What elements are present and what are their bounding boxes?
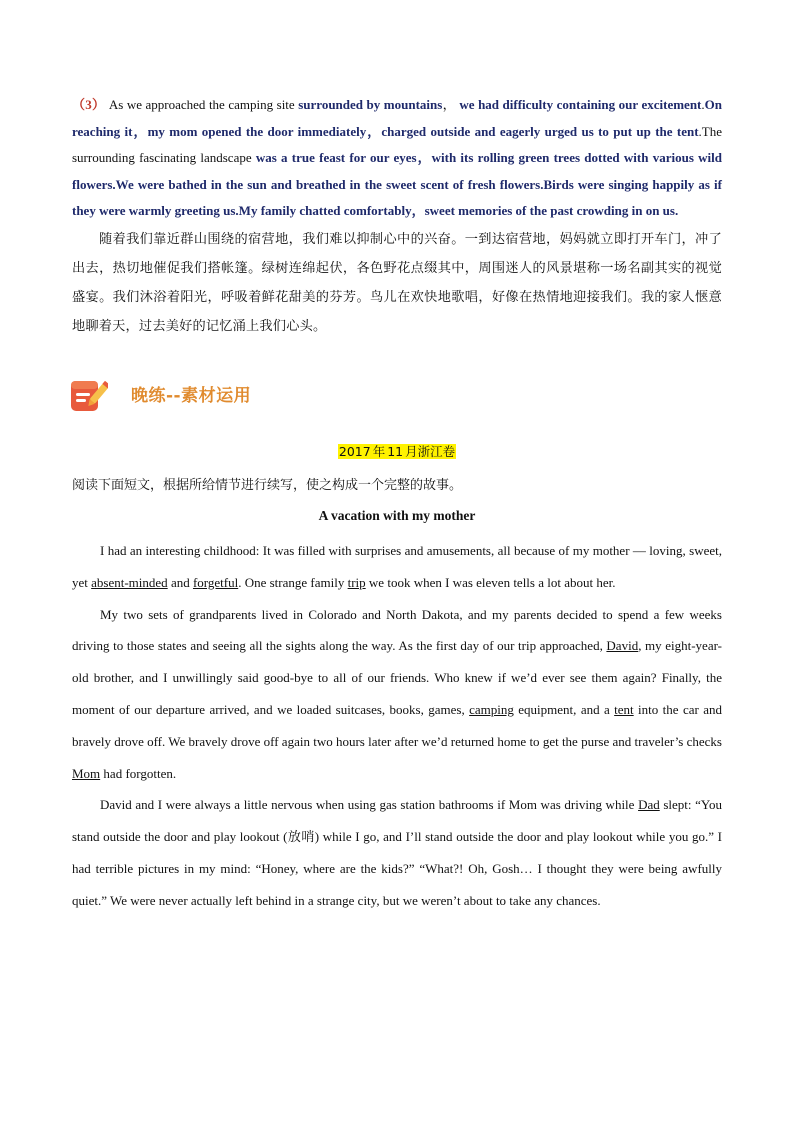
paragraph-number: （3）: [72, 97, 106, 112]
story-body: [72, 535, 722, 917]
notepad-pencil-icon: [68, 375, 108, 415]
story-paragraph-1: I had an interesting childhood: It was filled with surprises and amusements, all because of my mother — loving, sweet, yet absent-minded and forgetful. One strange family trip we took when I was eleven tells a lot about her.: [72, 543, 722, 590]
paragraph-3-block: [72, 92, 722, 341]
section-title: 晚练--素材运用: [131, 386, 252, 406]
exam-source: 2017 年 11 月浙江卷: [338, 444, 456, 459]
instruction-text: 阅读下面短文，根据所给情节进行续写，使之构成一个完整的故事。: [72, 478, 463, 493]
story-title: A vacation with my mother: [318, 508, 476, 523]
chinese-translation: 随着我们靠近群山围绕的宿营地，我们难以抑制心中的兴奋。一到达宿营地，妈妈就立即打开车门，冲了出去，热切地催促我们搭帐篷。绿树连绵起伏，各色野花点缀其中，周围迷人的风景堪称一场名副其实的视觉盛宴。我们沐浴着阳光，呼吸着鲜花甜美的芬芳。鸟儿在欢快地歌唱，好像在热情地迎接我们。我的家人惬意地聊着天，过去美好的记忆涌上我们心头。: [72, 231, 722, 334]
story-paragraph-3: David and I were always a little nervous when using gas station bathrooms if Mom was driving while Dad slept: “You stand outside the door and play lookout (放哨) while I go, and I’ll stand outside the door and play lookout while you go.” I had terrible pictures in my mind: “Honey, where are the kids?” “What?! Oh, Gosh… I thought they were being awfully quiet.” We were never actually left behind in a strange city, but we weren’t about to take any chances.: [72, 797, 722, 908]
story-paragraph-2: My two sets of grandparents lived in Colorado and North Dakota, and my parents decided to spend a few weeks driving to those states and seeing all the sights along the way. As the first day of our trip approached, David, my eight-year-old brother, and I unwillingly said good-bye to all of our friends. Who knew if we’d ever see them again? Finally, the moment of our departure arrived, and we loaded suitcases, books, games, camping equipment, and a tent into the car and bravely drove off. We bravely drove off again two hours later after we’d returned home to get the purse and traveler’s checks Mom had forgotten.: [72, 606, 722, 781]
section-header: [68, 373, 468, 417]
paragraph-3-english: （3） As we approached the camping site surrounded by mountains， we had difficulty containing our excitement.On reaching it，my mom opened the door immediately，charged outside and eagerly urged us to put up the tent.The surrounding fascinating landscape was a true feast for our eyes，with its rolling green trees dotted with various wild flowers.We were bathed in the sun and breathed in the sweet scent of fresh flowers.Birds were singing happily as if they were warmly greeting us.My family chatted comfortably，sweet memories of the past crowding in on us.: [72, 97, 722, 218]
